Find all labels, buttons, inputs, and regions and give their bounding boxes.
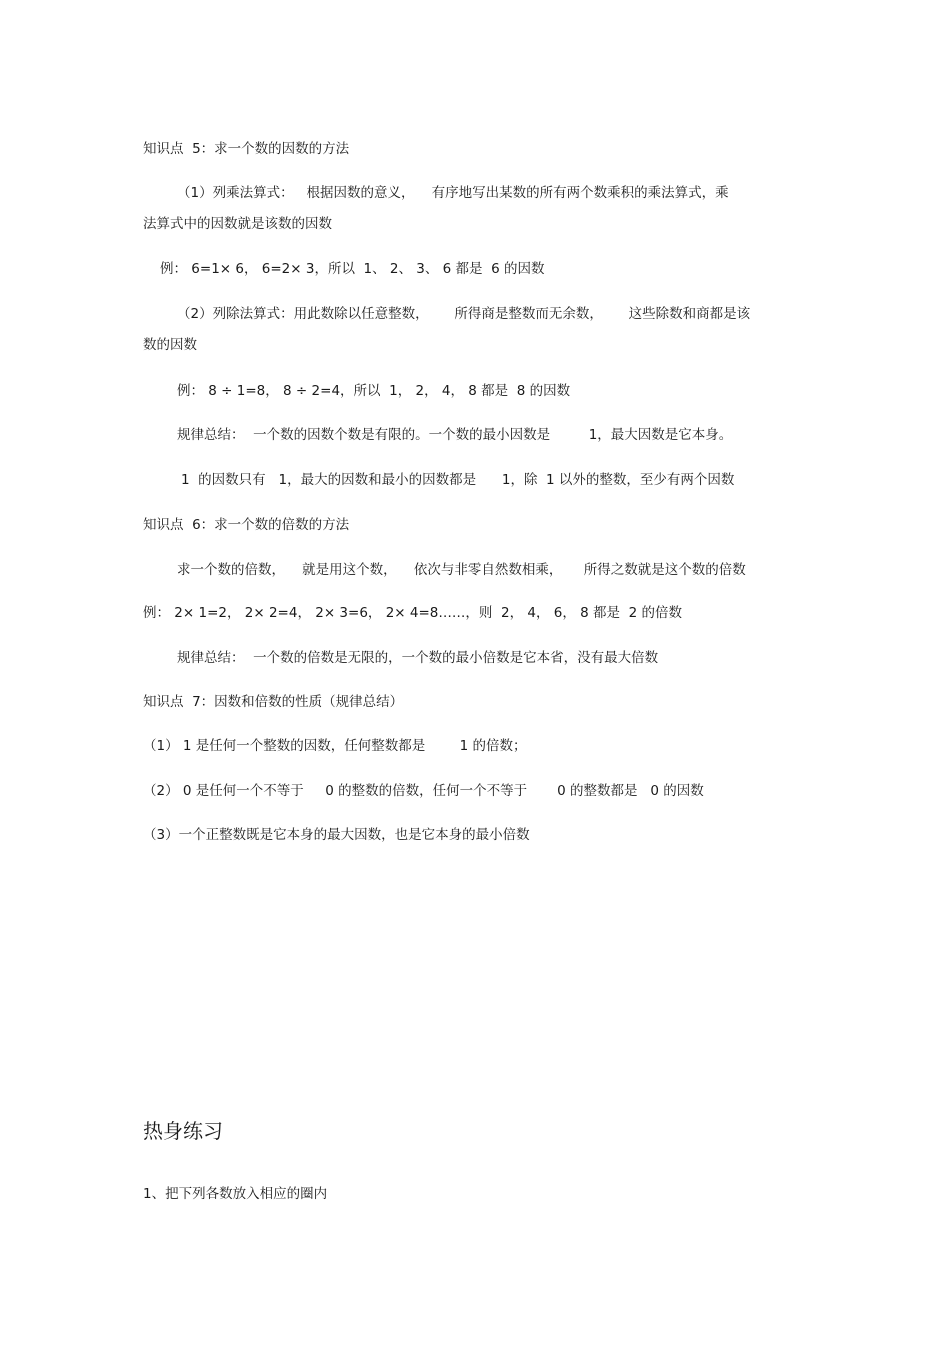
heading-point-6: 知识点 6：求一个数的倍数的方法 <box>143 517 350 533</box>
example-multiples-2: 例： 2× 1=2， 2× 2=4， 2× 3=6， 2× 4=8……，则 2， 4， 6， 8 都是 2 的倍数 <box>143 605 682 621</box>
rule-factors-of-one: 1 的因数只有 1，最大的因数和最小的因数都是 1，除 1 以外的整数，至少有两个因数 <box>181 472 735 488</box>
paragraph-multiples-method: 求一个数的倍数， 就是用这个数， 依次与非零自然数相乘， 所得之数就是这个数的倍数 <box>177 562 746 578</box>
heading-point-7: 知识点 7：因数和倍数的性质（规律总结） <box>143 694 404 710</box>
paragraph-division-method-cont: 数的因数 <box>143 337 197 353</box>
heading-point-5: 知识点 5：求一个数的因数的方法 <box>143 141 350 157</box>
example-factors-6: 例： 6=1× 6， 6=2× 3，所以 1、 2、 3、 6 都是 6 的因数 <box>160 261 545 277</box>
paragraph-division-method: （2）列除法算式：用此数除以任意整数， 所得商是整数而无余数， 这些除数和商都是该 <box>177 306 751 322</box>
section-title-warmup: 热身练习 <box>143 1119 223 1143</box>
rule-summary-multiples: 规律总结： 一个数的倍数是无限的，一个数的最小倍数是它本省，没有最大倍数 <box>177 650 659 666</box>
property-1: （1） 1 是任何一个整数的因数，任何整数都是 1 的倍数； <box>143 738 527 754</box>
exercise-1: 1、把下列各数放入相应的圈内 <box>143 1186 328 1202</box>
property-2: （2） 0 是任何一个不等于 0 的整数的倍数，任何一个不等于 0 的整数都是 0 的因数 <box>143 783 704 799</box>
example-factors-8: 例： 8 ÷ 1=8， 8 ÷ 2=4，所以 1， 2， 4， 8 都是 8 的因数 <box>177 383 571 399</box>
rule-summary-factors: 规律总结： 一个数的因数个数是有限的。一个数的最小因数是 1，最大因数是它本身。 <box>177 427 733 443</box>
paragraph-multiplication-method: （1）列乘法算式： 根据因数的意义， 有序地写出某数的所有两个数乘积的乘法算式，乘 <box>177 185 729 201</box>
paragraph-multiplication-method-cont: 法算式中的因数就是该数的因数 <box>143 216 332 232</box>
property-3: （3）一个正整数既是它本身的最大因数，也是它本身的最小倍数 <box>143 827 530 843</box>
